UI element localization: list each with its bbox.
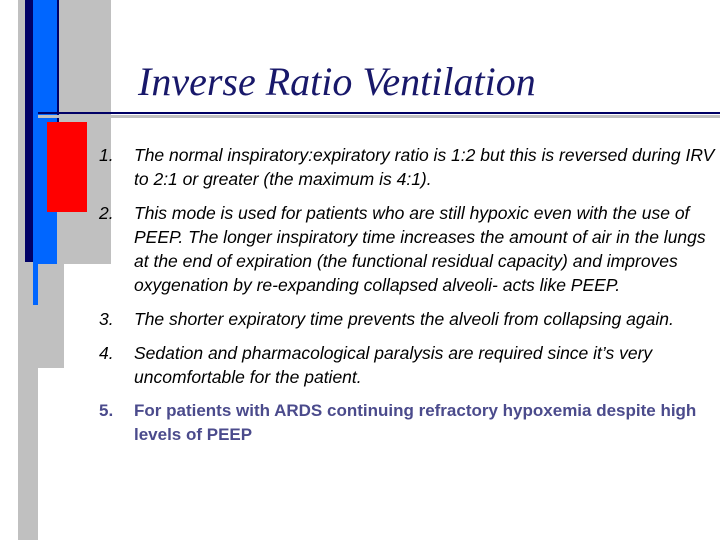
list-item-text: The shorter expiratory time prevents the alveoli from collapsing again.: [134, 309, 674, 329]
deco-gray-lower-block: [38, 264, 64, 368]
list-item-number: 3.: [99, 309, 114, 329]
deco-red-block: [47, 122, 87, 212]
list-item-text: The normal inspiratory:expiratory ratio is 1:2 but this is reversed during IRV to 2:1 or greater (the maximum is 4:1).: [134, 145, 715, 189]
list-item-text: Sedation and pharmacological paralysis are required since it’s very uncomfortable for the patient.: [134, 343, 653, 387]
list-item-text: For patients with ARDS continuing refractory hypoxemia despite high levels of PEEP: [134, 401, 697, 444]
slide-title: Inverse Ratio Ventilation: [138, 59, 536, 104]
list-item: [96, 307, 716, 331]
list-item-text: This mode is used for patients who are still hypoxic even with the use of PEEP. The longer inspiratory time increases the amount of air in the lungs at the end of expiration (the functional residual capacity) and improves oxygenation by re-expanding collapsed alveoli- acts like PEEP.: [134, 203, 706, 295]
list-item-number: 5.: [99, 401, 114, 420]
deco-navy-rule: [38, 112, 720, 114]
list-item-highlighted: [96, 399, 716, 447]
numbered-list: [96, 143, 716, 457]
deco-gray-rule: [38, 115, 720, 118]
list-item-number: 4.: [99, 343, 114, 363]
list-item: [96, 341, 716, 389]
list-item-number: 1.: [99, 145, 114, 165]
list-item: [96, 143, 716, 191]
list-item-number: 2.: [99, 203, 114, 223]
deco-gray-square: [59, 0, 111, 122]
list-item: [96, 201, 716, 297]
